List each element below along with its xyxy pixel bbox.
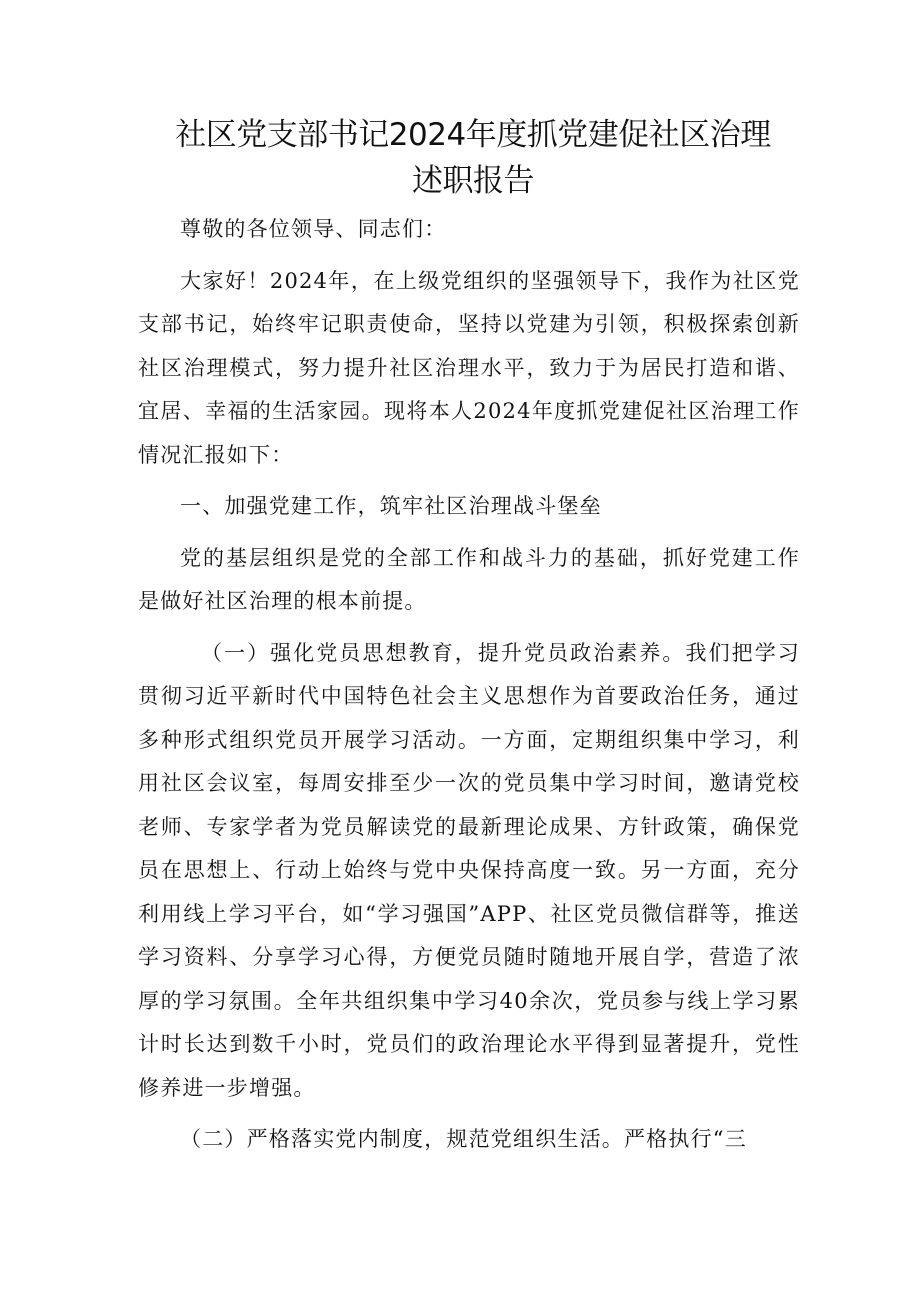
salutation: 尊敬的各位领导、同志们： [180,217,447,241]
section-heading-1: 一、加强党建工作，筑牢社区治理战斗堡垒 [180,494,602,518]
title-line-2: 述职报告 [412,163,534,199]
intro-paragraph: 大家好！2024年，在上级党组织的坚强领导下，我作为社区党支部书记，始终牢记职责使命，坚持以党建为引领，积极探索创新社区治理模式，努力提升社区治理水平，致力于为居民打造和谐、宜居、幸福的生活家园。现将本人2024年度抓党建促社区治理工作情况汇报如下： [138,268,800,467]
document-title [138,112,800,204]
section-1-paragraph: 党的基层组织是党的全部工作和战斗力的基础，抓好党建工作是做好社区治理的根本前提。 [138,545,800,613]
document-body [138,208,800,1162]
subsection-1-paragraph: （一）强化党员思想教育，提升党员政治素养。我们把学习贯彻习近平新时代中国特色社会主义思想作为首要政治任务，通过多种形式组织党员开展学习活动。一方面，定期组织集中学习，利用社区会议室，每周安排至少一次的党员集中学习时间，邀请党校老师、专家学者为党员解读党的最新理论成果、方针政策，确保党员在思想上、行动上始终与党中央保持高度一致。另一方面，充分利用线上学习平台，如“学习强国”APP、社区党员微信群等，推送学习资料、分享学习心得，方便党员随时随地开展自学，营造了浓厚的学习氛围。全年共组织集中学习40余次，党员参与线上学习累计时长达到数千小时，党员们的政治理论水平得到显著提升，党性修养进一步增强。 [138,640,800,1100]
title-line-1: 社区党支部书记2024年度抓党建促社区治理 [175,117,771,153]
subsection-2-paragraph: （二）严格落实党内制度，规范党组织生活。严格执行“三 [180,1127,747,1151]
